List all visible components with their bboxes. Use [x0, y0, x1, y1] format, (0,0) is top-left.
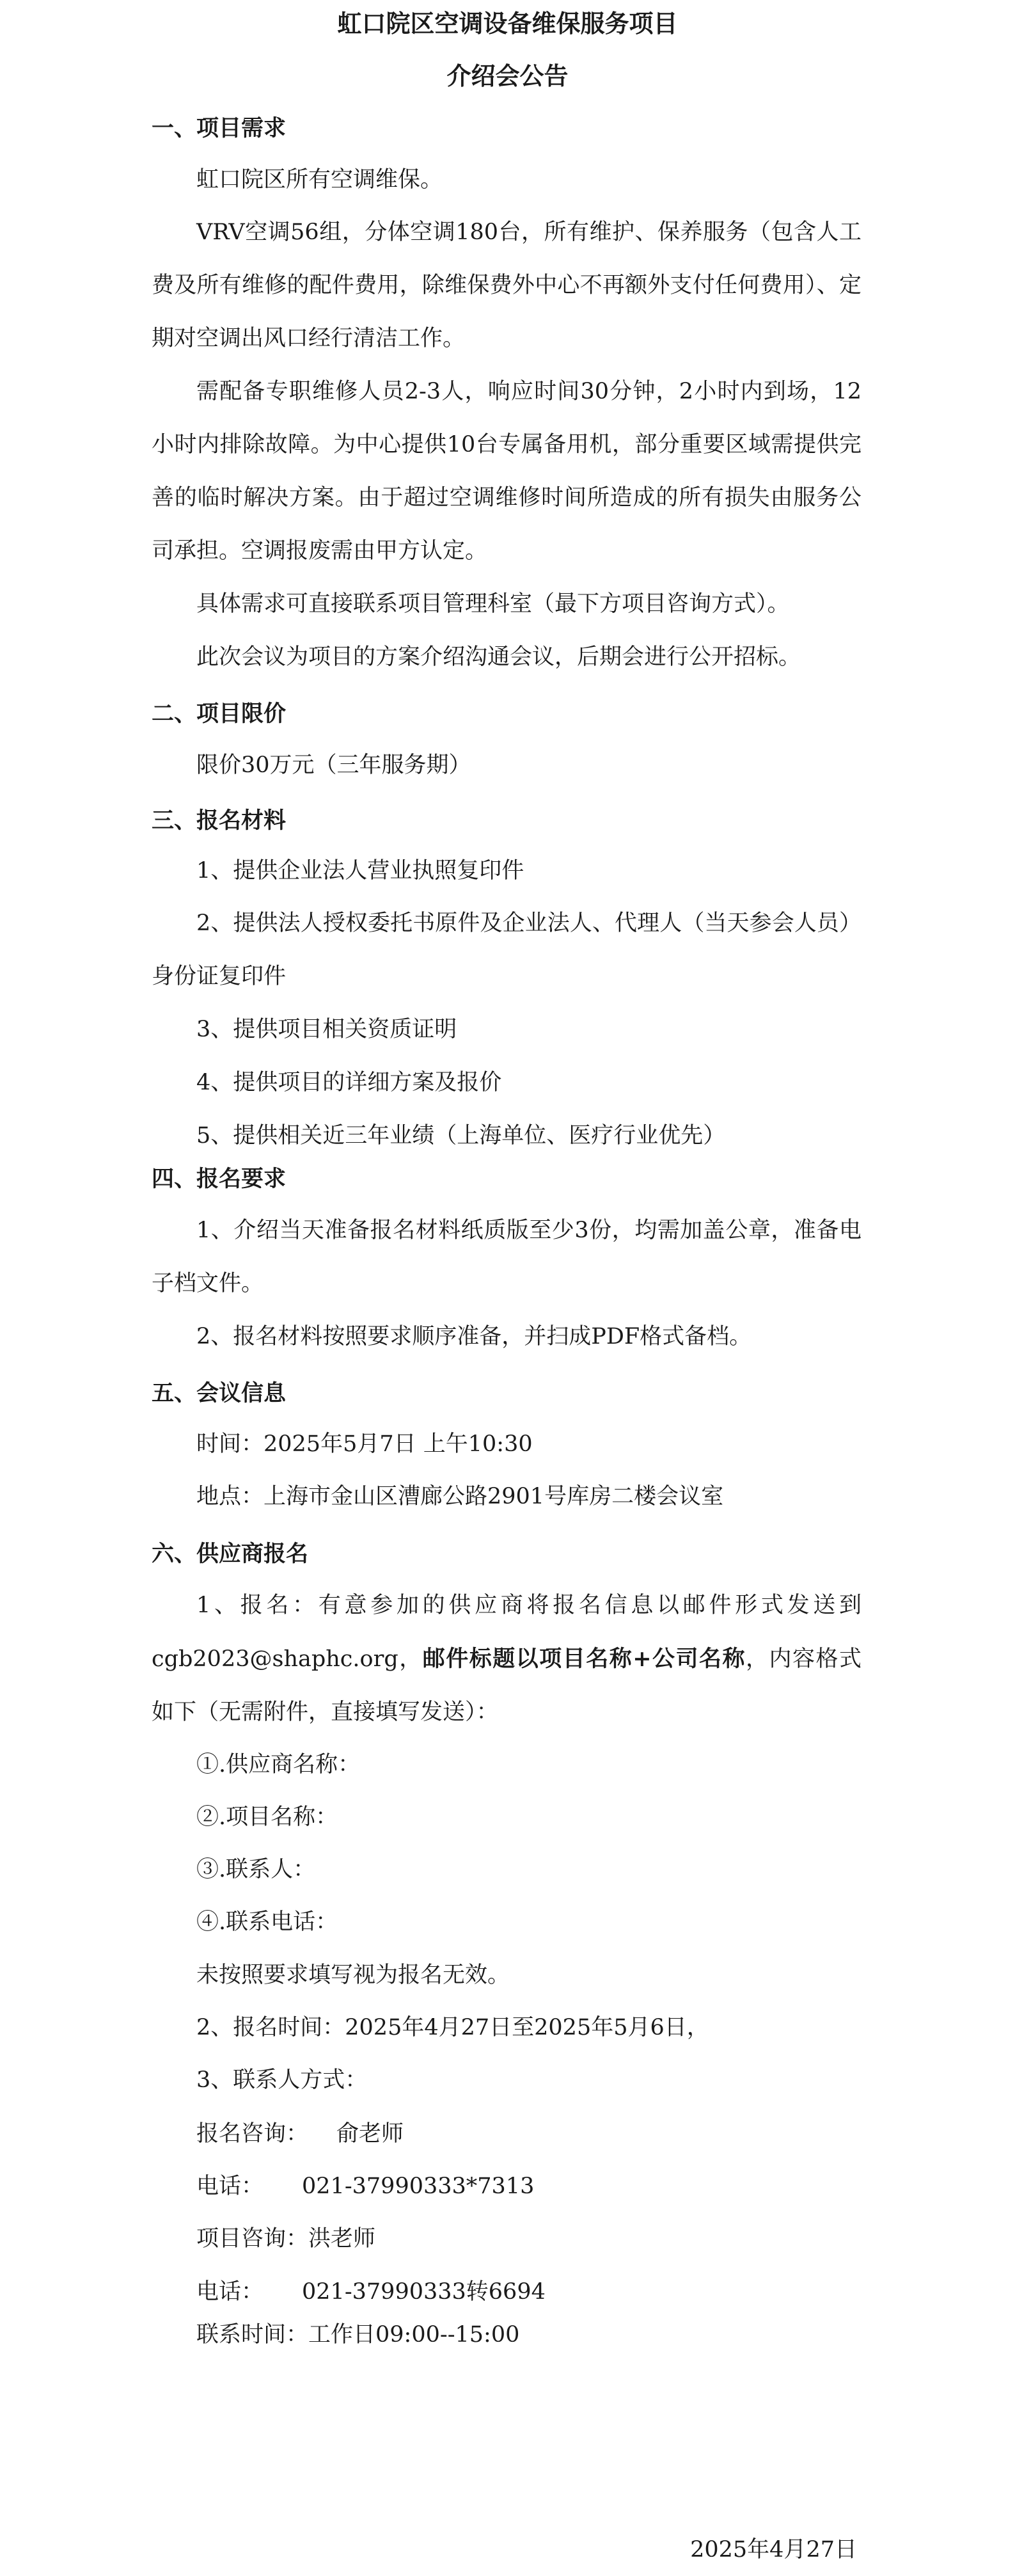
paragraph-contact-note: 具体需求可直接联系项目管理科室（最下方项目咨询方式）。 — [196, 591, 790, 617]
email-subject-rule: 邮件标题以项目名称+公司名称 — [422, 1646, 746, 1672]
form-field-project-name: ②.项目名称： — [196, 1804, 338, 1830]
registration-phone-label: 电话： — [196, 2174, 264, 2199]
registration-instructions — [152, 1579, 862, 1739]
paragraph-meeting-note: 此次会议为项目的方案介绍沟通会议，后期会进行公开招标。 — [196, 644, 801, 670]
contact-methods-label: 3、联系人方式： — [196, 2067, 368, 2093]
section-heading-supplier-registration: 六、供应商报名 — [152, 1541, 309, 1567]
document-title: 虹口院区空调设备维保服务项目 — [337, 9, 678, 38]
project-phone-number: 021-37990333转6694 — [302, 2279, 546, 2305]
list-item: 2、提供法人授权委托书原件及企业法人、代理人（当天参会人员）身份证复印件 — [152, 910, 862, 989]
registration-contact-label: 报名咨询： — [196, 2121, 309, 2147]
section-heading-materials: 三、报名材料 — [152, 807, 287, 834]
invalid-note: 未按照要求填写视为报名无效。 — [196, 1962, 510, 1988]
project-contact-name: 洪老师 — [308, 2226, 376, 2252]
list-item: 5、提供相关近三年业绩（上海单位、医疗行业优先） — [196, 1123, 726, 1149]
section-heading-requirements: 一、项目需求 — [152, 115, 287, 141]
registration-contact-name: 俞老师 — [336, 2121, 404, 2147]
paragraph-scope: 虹口院区所有空调维保。 — [196, 167, 443, 193]
list-item: 2、报名材料按照要求顺序准备，并扫成PDF格式备档。 — [196, 1324, 752, 1349]
registration-format-text: ，内容格式如下（无需附件，直接填写发送）： — [152, 1646, 862, 1725]
paragraph-equipment: VRV空调56组，分体空调180台，所有维护、保养服务（包含人工费及所有维修的配件费用，除维保费外中心不再额外支付任何费用）、定期对空调出风口经行清洁工作。 — [152, 219, 862, 351]
list-item: 3、提供项目相关资质证明 — [196, 1017, 457, 1042]
document-subtitle: 介绍会公告 — [446, 61, 569, 90]
meeting-place: 地点：上海市金山区漕廊公路2901号库房二楼会议室 — [196, 1484, 724, 1509]
registration-phone-number: 021-37990333*7313 — [302, 2174, 535, 2199]
project-contact — [196, 2224, 375, 2254]
paragraph-price: 限价30万元（三年服务期） — [196, 752, 471, 778]
project-phone-label: 电话： — [196, 2279, 264, 2305]
project-contact-label: 项目咨询： — [196, 2226, 309, 2252]
notice-date: 2025年4月27日 — [690, 2537, 857, 2563]
registration-period: 2、报名时间：2025年4月27日至2025年5月6日， — [196, 2015, 709, 2040]
list-item: 4、提供项目的详细方案及报价 — [196, 1070, 502, 1095]
form-field-contact-person: ③.联系人： — [196, 1857, 316, 1882]
registration-contact — [196, 2119, 404, 2149]
list-item: 1、提供企业法人营业执照复印件 — [196, 858, 524, 884]
meeting-time: 时间：2025年5月7日 上午10:30 — [196, 1431, 533, 1457]
form-field-supplier-name: ①.供应商名称： — [196, 1752, 361, 1777]
list-item: 1、介绍当天准备报名材料纸质版至少3份，均需加盖公章，准备电子档文件。 — [152, 1218, 862, 1296]
section-heading-registration-requirements: 四、报名要求 — [152, 1166, 287, 1192]
project-phone — [196, 2277, 546, 2307]
registration-instructions-text: 1、报名：有意参加的供应商将报名信息以邮件形式发送到cgb2023@shaphc.org， — [152, 1593, 862, 1672]
registration-phone — [196, 2172, 534, 2201]
paragraph-staffing: 需配备专职维修人员2-3人，响应时间30分钟，2小时内到场，12小时内排除故障。为中心提供10台专属备用机，部分重要区域需提供完善的临时解决方案。由于超过空调维修时间所造成的所有损失由服务公司承担。空调报废需由甲方认定。 — [152, 379, 862, 564]
section-heading-meeting-info: 五、会议信息 — [152, 1380, 287, 1406]
section-heading-price-limit: 二、项目限价 — [152, 701, 287, 727]
form-field-contact-phone: ④.联系电话： — [196, 1909, 338, 1935]
contact-hours: 联系时间：工作日09:00--15:00 — [196, 2322, 520, 2348]
